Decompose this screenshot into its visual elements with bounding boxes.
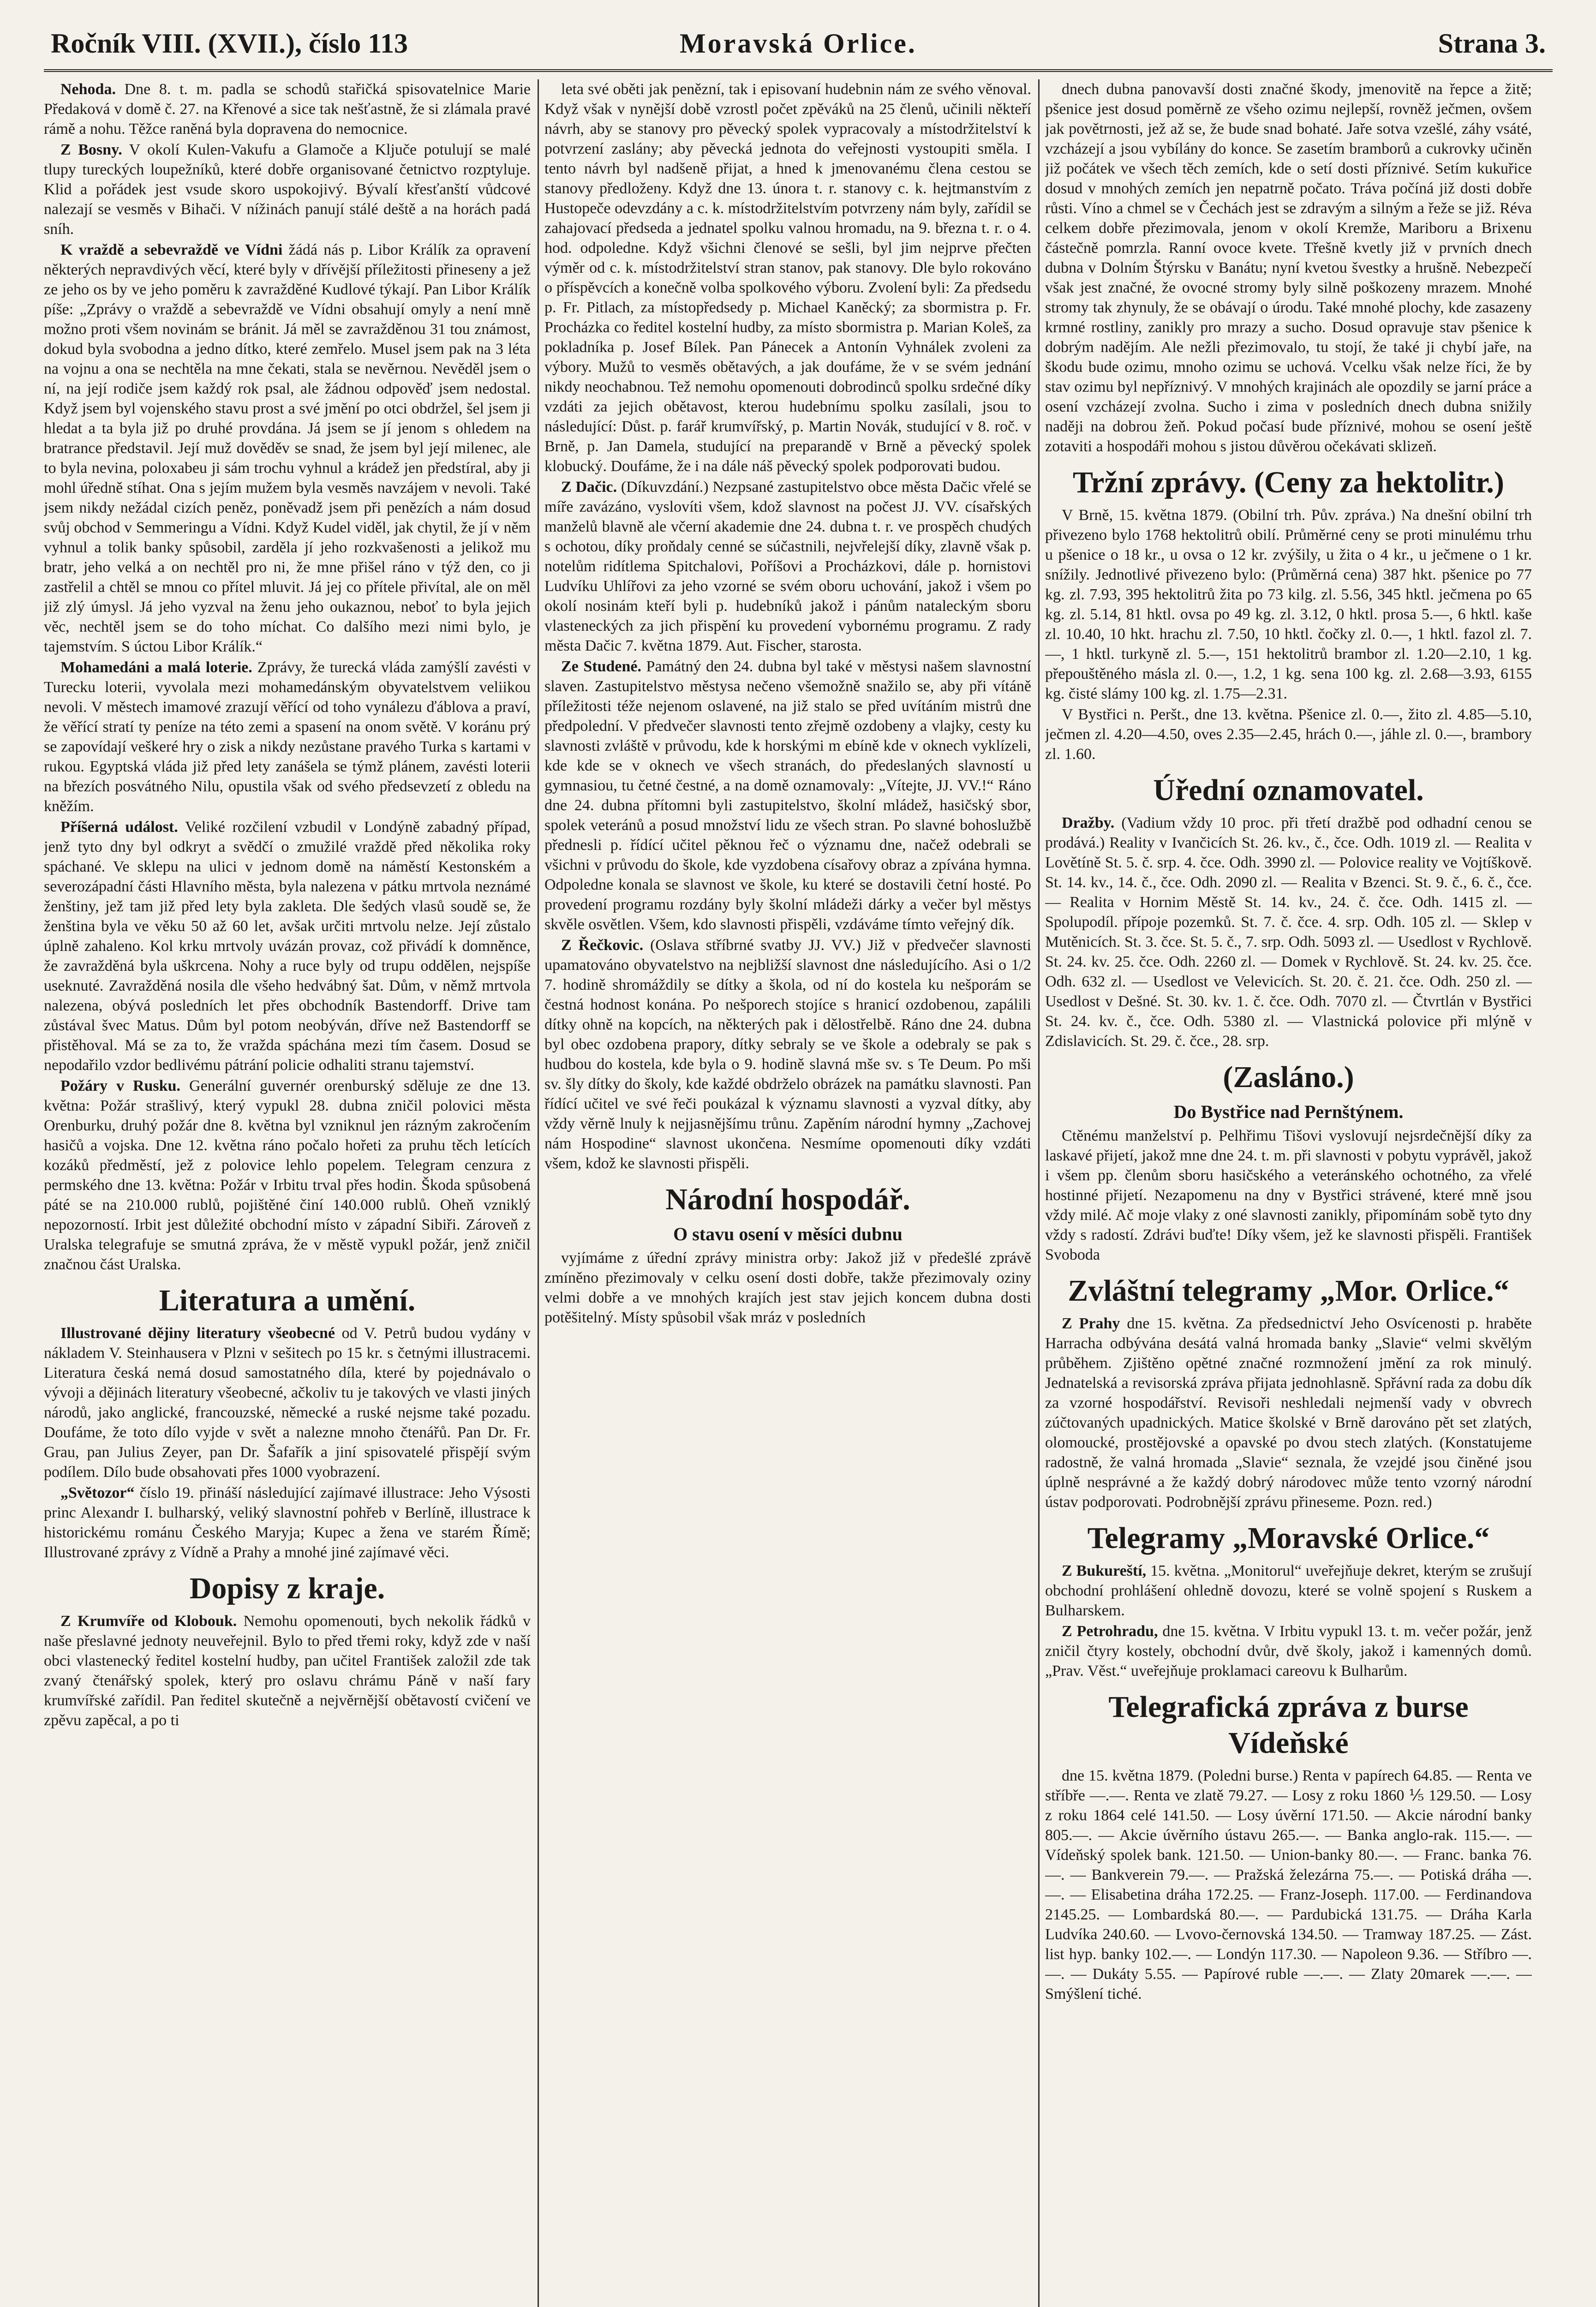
article-text: Veliké rozčilení vzbudil v Londýně zabadný případ, jenž tyto dny byl odkryt a svědčí o zmužilé vraždě před několika roky spáchané. Ve sklepu na ulici v jednom domě na náměstí Kestonském a severozápadní části Hlavního města, byla nalezena v pátku mrtvola neznámé ženštiny, jež tam již před lety byla zakleta. Dle šedých vlasů soudě se, že ženština byla ve věku 50 až 60 let, avšak určiti mrtvolu nelze. Její zůstalo úplně zahaleno. Kol krku mrtvoly uvázán provaz, což přivádí k domněnce, že zavražděná byla uškrcena. Nohy a ruce byly od trupu oddělen, nejspíše useknuté. Zavražděná nosila dle všeho hedvábný šat. Dům, v němž mrtvola nalezena, obývá posledních let přes obchodník Bastendorff. Drive tam zůstával švec Matus. Dům byl potom neobýván, dříve než Bastendorff se přistěhoval. Má se za to, že vražda spáchána mezi tím časem. Dosud se nepodařilo vzdor bedlivému pátrání policie odhaliti stranu tajemství. xyxy=(44,819,531,1074)
article-lead: Nehoda. xyxy=(60,81,116,98)
article-paragraph xyxy=(1045,1314,1532,1512)
article-paragraph xyxy=(544,935,1031,1173)
article-lead: Dražby. xyxy=(1062,814,1115,831)
article-lead: Mohamedáni a malá loterie. xyxy=(60,659,252,676)
article-text: V okolí Kulen-Vakufu a Glamoče a Ključe potulují se malé tlupy tureckých loupežníků, které dobře organisované četnictvo rozptyluje. Klid a pořádek jest vsude skoro uspokojivý. Bývalí křesťanští vůdcové nalezají se vesměs v Bihači. V nížinách panují stálé deště a na horách padá sníh. xyxy=(44,141,531,238)
article-lead: Z Bosny. xyxy=(60,141,122,158)
page-number: Strana 3. xyxy=(1438,28,1546,59)
article-paragraph xyxy=(544,79,1031,476)
article-paragraph xyxy=(544,1248,1031,1327)
article-text: dne 15. května 1879. (Poledni burse.) Renta v papírech 64.85. — Renta ve stříbře —.—. Renta ve zlatě 79.27. — Losy z roku 1860 ⅕ 129.50. — Losy z roku 1864 celé 141.50. — Losy úvěrní 171.50. — Akcie národní banky 805.—. — Akcie úvěrního ústavu 265.—. — Banka anglo-rak. 115.—. — Vídeňský spolek bank. 121.50. — Union-banky 80.—. — Franc. banka 76.—. — Bankverein 79.—. — Pražská železárna 75.—. — Potiská dráha —.—. — Elisabetina dráha 172.25. — Franz-Joseph. 117.00. — Ferdinandova 2145.25. — Lombardská 80.—. — Pardubická 131.75. — Dráha Karla Ludvíka 240.60. — Lvovo-černovská 134.50. — Tramway 187.25. — Zást. list hyp. banky 102.—. — Londýn 117.30. — Napoleon 9.36. — Stříbro —.—. — Dukáty 5.55. — Papírové ruble —.—. — Zlaty 20marek —.—. — Smýšlení tiché. xyxy=(1045,1767,1532,2002)
article-lead: Z Dačic. xyxy=(561,478,617,496)
article-paragraph xyxy=(1045,705,1532,764)
article-paragraph xyxy=(44,1611,531,1730)
column-2 xyxy=(544,79,1031,2307)
article-lead: Ze Studené. xyxy=(561,658,641,675)
section-heading: Úřední oznamovatel. xyxy=(1153,773,1424,807)
article-paragraph xyxy=(44,79,531,139)
article-lead: Požáry v Rusku. xyxy=(60,1077,180,1094)
article-paragraph xyxy=(1045,1126,1532,1265)
section-heading: Tržní zprávy. (Ceny za hektolitr.) xyxy=(1073,466,1504,499)
article-paragraph xyxy=(44,817,531,1075)
article-paragraph xyxy=(544,657,1031,934)
article-text: leta své oběti jak penězní, tak i episovaní hudebnin nám ze svého věnoval. Když však v nynější době vzrostl počet zpěváků na 25 členů, učinili někteří návrh, aby se stanovy pro pěvecký spolek vypracovaly a místodržitelství k potvrzení zaslány; aby pěvecká jednota do veřejnosti vystoupiti směla. I tento návrh byl nadšeně přijat, a hned k jmenovanému člena cestou se stanovy předloženy. Když dne 13. února t. r. stanovy c. k. hejtmanstvím z Hustopeče odevzdány a c. k. místodržitelstvím potvrzeny nám byly, zařídil se zahajovací předseda a jednatel spolku valnou hromadu, na 9. března t. r. o 4. hod. odpoledne. Když všichni členové se sešli, byl jim nejprve přečten výměr od c. k. místodržitelství stran stanov, pak stanovy. Dle bylo rokováno o příspěvcích a konečně volba spolkového výboru. Zvolení byli: Za předsedu p. Fr. Pitlach, za místopředsedy p. Michael Kaněcký; za sbormistra p. Fr. Procházka co ředitel kostelní hudby, za místo sbormistra p. Marian Koleš, za pokladníka p. Josef Bílek. Pan Pánecek a Antonín Vyhnálek zvoleni za výbory. Mužů to vesměs obětavých, a jak doufáme, že v se svém jednání nikdy neochabnou. Tež nemohu opomenouti dobrodinců spolku srdečné díky vzdáti za jejich obětavost, kterou hudebnímu spolku zasílali, jsou to následující: Důst. p. farář krumvířský, p. Martin Novák, studující v 8. roč. v Brně, p. Jan Damela, studující na preparandě v Brně a pěvecký spolek klobucký. Doufáme, že i na dále náš pěvecký spolek podporovati budou. xyxy=(544,81,1031,475)
article-text: číslo 19. přináší následující zajímavé illustrace: Jeho Výsosti princ Alexandr I. bulharský, veliký slavnostní pohřeb v Berlíně, illustrace k historickému románu Českého Maryja; Kupec a žena ve starém Římě; Illustrované zprávy z Vídně a Prahy a mnohé jiné zajímavé věci. xyxy=(44,1484,531,1561)
section-heading: Telegrafická zpráva z burse Vídeňské xyxy=(1108,1690,1469,1760)
article-subheading: O stavu osení v měsíci dubnu xyxy=(673,1224,903,1244)
article-text: Památný den 24. dubna byl také v městysi našem slavnostní slaven. Zastupitelstvo městysa nečeno všemožně snažilo se, aby při vítáně příležitosti téže nejenom oslavené, na již stalo se před uvítáním mistrů dne předpolední. V předvečer slavnosti tento zřejmě ozdobeny a vlajky, cesty ku slavnosti zvláště v průvodu, kde k horskými m ebíně kde v oknech vyklízeli, kde kde se v oknech ve všech stranách, do předeslaných slavností u gymnasiou, tu četné čestné, a na domě oznamovaly: „Vítejte, JJ. VV.!“ Ráno dne 24. dubna přítomni byli zastupitelstvo, školní mládež, hasičský sbor, spolek veteránů a posud množství lidu ze všech stran. Po slavné bohoslužbě přednesli p. řídící učitel pěknou řeč o významu dne, načež odebrali se všichni v průvodu do škole, kde vyzdobena císařovy obraz a zpívána hymna. Odpoledne konala se slavnost ve škole, ku které se dostavili četní hosté. Po provedení programu rozdány byly školní mládeži dárky a večer byl městys skvěle osvětlen. Všem, kdo slavnosti přispěli, vzdáváme tímto veřejný dík. xyxy=(544,658,1031,933)
section-heading: Literatura a umění. xyxy=(159,1284,416,1317)
article-paragraph xyxy=(1045,79,1532,456)
article-text: Nemohu opomenouti, bych nekolik řádků v naše přeslavné jednoty neuveřejnil. Bylo to před třemi roky, když zde v naší obci vlastenecký ředitel kostelní hudby, pan učitel František založil zde tak zvaný čtenářský spolek, který pro oslavu chrámu Páně v naší fary krumvířské zařídil. Pan ředitel skutečně a nejvěrnější obětavostí cvičení ve zpěvu zapěcal, a po ti xyxy=(44,1613,531,1729)
article-paragraph xyxy=(44,657,531,816)
article-text: dne 15. května. V Irbitu vypukl 13. t. m. večer požár, jenž zničil čtyry kostely, obchodní dvůr, dvě školy, jakož i kamenných domů. „Prav. Věst.“ uveřejňuje proklamaci careovu k Bulharům. xyxy=(1045,1623,1532,1679)
section-heading: Telegramy „Moravské Orlice.“ xyxy=(1087,1521,1490,1555)
article-paragraph xyxy=(1045,1561,1532,1620)
article-text: V Brně, 15. května 1879. (Obilní trh. Pův. zpráva.) Na dnešní obilní trh přivezeno bylo 1768 hektolitrů obilí. Průměrné ceny se proti minulému trhu u pšenice o 18 kr., u ovsa o 12 kr. zvýšily, u žita o 4 kr., u ječmene o 1 kr. snížily. Jednotlivé přivezeno bylo: (Průměrná cena) 387 hkt. pšenice po 77 kg. zl. 7.93, 395 hektolitrů žita po 73 kilg. zl. 5.56, 345 hktl. ječmena po 65 kg. zl. 5.14, 81 hktl. ovsa po 49 kg. zl. 3.12, 0 hktl. prosa 5.—, 6 hktl. kaše zl. 10.40, 10 hkt. hrachu zl. 7.50, 10 hktl. čočky zl. 0.—, 1 hktl. fazol zl. 7.—, 1 hktl. turkyně zl. 5.—, 151 hektolitrů brambor zl. 1.20—2.10, 1 kg. přepouštěného másla zl. 0.—, 1.2, 1 kg. sena 100 kg. zl. 2.68—3.93, 6155 kg. čisté slámy 100 kg. zl. 1.75—2.31. xyxy=(1045,507,1532,702)
article-paragraph xyxy=(544,477,1031,656)
page-header xyxy=(44,18,1553,72)
article-paragraph xyxy=(44,1323,531,1482)
article-text: žádá nás p. Libor Králík za opravení některých nepravdivých věcí, které byly v dřívější příležitosti přineseny a jež ze jeho os by ve jeho poměru k zavražděné Kudlové týkají. Pan Libor Králík píše: „Zprávy o vraždě a sebevraždě ve Vídni obsahují omyly a není mně možno proti všem novinám se bránit. Já měl se zavražděnou 31 tou známost, dokud byla svobodna a jedno dítko, které zemřelo. Musel jsem pak na 3 léta na vojnu a ona se nechtěla na mne čekati, stala se nevěrnou. Nevěděl jsem o ní, na její rodiče jsem každý rok psal, ale žádnou odpověď jsem nedostal. Když jsem byl vojenského stavu prost a své jmění po otci obdržel, šel jsem ji hledat a ta byla již po druhé provdána. Já jsem se jí jenom s ohledem na bratrance představil. Její muž dověděv se snad, že jsem byl její milenec, ale to byla nevina, poloxabeu ji sám trochu vyhnul a krádež jen předstíral, aby ji mohl úředně stíhat. Ona s jejím mužem byla vesměs navzájem v nevoli. Také jsem nikdy nežádal cizích peněz, poněvadž jsem při penězích a nám dosud svůj obchod v Semmeringu a Vídni. Když Kudel viděl, jak chytil, že jí v něm vyhnul a tolik banky spůsobil, zarděla jí jeho rozkvašenosti a jelikož mu bratr, jeho velká a on nechtěl pro ni, že mne přišel ráno v týž den, co ji zastřelil a chtěl se mnou co přítel mluvit. Já jej co přítele přivítal, ale on měl již zlý úmysl. Já jeho vyzval na ženu jeho oukaznou, neboť to byla jejich věc, nechtěl jsem se do toho míchat. Co dalšího mezi nimi bylo, je tajemstvím. S úctou Libor Králík.“ xyxy=(44,241,531,655)
article-paragraph xyxy=(44,140,531,239)
article-paragraph xyxy=(1045,505,1532,704)
article-paragraph xyxy=(1045,813,1532,1051)
section-heading: (Zasláno.) xyxy=(1223,1060,1354,1094)
article-paragraph xyxy=(44,240,531,657)
article-text: dne 15. května. Za předsednictví Jeho Osvícenosti p. hraběte Harracha odbývána desátá valná hromada banky „Slavie“ velmi skvělým průběhem. Zjištěno opětné značné rozmnožení jmění za rok minulý. Jednatelská a revisorská zpráva přijata jednohlasně. Spřávní rada za dobu dík za vzorné hospodářství. Revisoři neshledali nejmenší vady v obvrech zúčtovaných upadnických. Matice školské v Brně darováno pět set zlatých, olomoucké, prostějovské a opavské po dvou stech zlatých. (Konstatujeme radostně, že valná hromada „Slavie“ seznala, že vzejdé jsou činěné jsou úplně nesprávné a že každý dobrý národovec může tento vzorný národní ústav podporovati. Podrobnější zprávu přineseme. Pozn. red.) xyxy=(1045,1315,1532,1511)
article-paragraph xyxy=(44,1076,531,1274)
article-lead: Illustrované dějiny literatury všeobecné xyxy=(60,1325,335,1342)
article-text: (Vadium vždy 10 proc. při třetí dražbě pod odhadní cenou se prodává.) Reality v Ivančicích St. 26. kv., č., čce. Odh. 1019 zl. — Realita v Lovětíně St. 5. č. srp. 4. čce. Odh. 3990 zl. — Polovice reality ve Vojtíškově. St. 14. kv., 14. č., čce. Odh. 2090 zl. — Realita v Bzenci. St. 9. č., 6. č., čce. — Realita v Hornim Městě St. 14. kv., 24. č. čce. Odh. 1415 zl. — Spolupodíl. přípoje pozemků. St. 7. č. čce. 4. srp. Odh. 105 zl. — Sklep v Mutěnicích. St. 3. čce. St. 5. č., 7. srp. Odh. 5093 zl. — Usedlost v Rychlově. St. 24. kv. 25. čce. Odh. 2260 zl. — Domek v Rychlově. St. 24. kv. 25. čce. Odh. 632 zl. — Usedlost ve Velevicích. St. 20. č. 21. čce. Odh. 250 zl. — Usedlost v Dešné. St. 30. kv. 1. č. čce. Odh. 7070 zl. — Čtvrtlán v Bystřici St. 24. kv. č., čce. Odh. 5380 zl. — Vlastnická polovice při mlýně v Zdislavicích. St. 29. č. čce., 28. srp. xyxy=(1045,814,1532,1050)
article-subheading: Do Bystřice nad Pernštýnem. xyxy=(1173,1101,1404,1122)
column-rule xyxy=(538,79,539,2307)
article-paragraph xyxy=(1045,1621,1532,1681)
article-lead: Příšerná událost. xyxy=(60,819,178,836)
section-heading: Národní hospodář. xyxy=(665,1183,910,1216)
article-text: (Díkuvzdání.) Nezpsané zastupitelstvo obce města Dačic vřelé se míře zavázáno, vyslovíti všem, kdož slavnost na počest JJ. VV. císařských manželů blavně ale včerní akademie dne 24. dubna t. r. ve prospěch chudých s ochotou, díky proňdaly cenné se súčastnili, nejvřelejší díky, zlavně však p. notelům ridítlema Spitchalovi, Poříšovi a Procházkovi, dále p. hornistovi Ludvíku Uhlířovi za jeho vzorné se svém oboru uchování, jakož i všem po okolí nosinám kteří byli p. hudebníků jakož i pánům nataleckým sboru vlasteneckých za jich přispění ku provedení vybornému programu. Z rady města Dačic 7. května 1879. Aut. Fischer, starosta. xyxy=(544,478,1031,654)
article-text: vyjímáme z úřední zprávy ministra orby: Jakož již v předešlé zprávě zmíněno přezimovaly v celku osení dosti dobře, takže přezimovaly oziny velmi dobře a ve mnohých krajích jest stav jejich koncem dubna dosti potěšitelný. Místy spůsobil však mráz v posledních xyxy=(544,1249,1031,1326)
article-text: Ctěnému manželství p. Pelhřimu Tišovi vyslovují nejsrdečnější díky za laskavé přijetí, jakož mne dne 24. t. m. při slavnosti v pobytu vyprávěl, jakož i všem pp. členům sboru hasičského a veteránského ochotného, za vřelé hostinné přijetí. Nezapomenu na dny v Bystřici strávené, které mně jsou vždy milé. Ač moje vlaky z oné slavnosti zanikly, připomínám sobě tyto dny vždy s radostí. Zdrávi buďte! Díky všem, jež ke slavnosti přispěli. František Svoboda xyxy=(1045,1127,1532,1263)
article-text: (Oslava stříbrné svatby JJ. VV.) Již v předvečer slavnosti upamatováno obyvatelstvo na nejbližší slavnost dne následujícího. Asi o 1/2 7. hodině shromáždily se dítky a škola, od ní do kostela ku nešporám se čestná hodnost konána. Po nešporech stojíce s hranicí ozdobenou, zapálili dítky ohně na kopcích, na některých pak i dělostřelbě. Ráno dne 24. dubna byl obec ozdobena prapory, dítky sebraly se ve škole a odebraly se pak s hudbou do kostela, kde byla o 9. hodině slavná mše sv. s Te Deum. Po mši sv. šly dítky do školy, kde každé obdrželo obrázek na památku slavnosti. Pan řídící učitel ve své řeči poukázal k významu slavnosti a vyzval dítky, aby vždy věrně lnuly k nejjasnějšímu trůnu. Zapěním národní hymny „Zachovej nám Hospodine“ slavnost ukončena. Nesmíme opomenouti díky vzdáti všem, kdož ke slavnosti přispěli. xyxy=(544,937,1031,1172)
section-heading: Dopisy z kraje. xyxy=(189,1572,385,1605)
article-paragraph xyxy=(44,1483,531,1562)
article-text: Generální guvernér orenburský sděluje ze dne 13. května: Požár strašlivý, který vypukl 28. dubna zničil polovici města Orenburku, druhý požár dne 8. května byl vzniknul jen rázným zakročením hasičů a vojska. Dne 12. května ráno počalo hořeti za pruhu těch letících kozáků předměstí, jež z polovice lehlo popelem. Telegram cenzura z permského dne 13. května: Požár v Irbitu trval přes hodin. Škoda spůsobená páté se na 210.000 rublů, pojištěné činí 140.000 rublů. Oheň vzniklý nepozorností. Irbit jest důležité obchodní místo v západní Sibiři. Zároveň z Uralska telegrafuje se smutná zpráva, že v městě vypukl požár, jenž zničil značnou část Uralska. xyxy=(44,1077,531,1273)
article-lead: Z Prahy xyxy=(1062,1315,1120,1332)
article-lead: Z Bukureští, xyxy=(1062,1562,1147,1579)
article-text: V Bystřici n. Peršt., dne 13. května. Pšenice zl. 0.—, žito zl. 4.85—5.10, ječmen zl. 4.20—4.50, oves 2.35—2.45, hrách 0.—, jáhle zl. 0.—, brambory zl. 1.60. xyxy=(1045,706,1532,763)
article-text: Zprávy, že turecká vláda zamýšlí zavésti v Turecku loterii, vyvolala mezi mohamedánským obyvatelstvem veliikou nevoli. V městech imamové zrazují věřící od toho vynálezu ďáblova a praví, že věřící stratí ty peníze na této zemi a spasení na onom světě. V koránu prý se zapovídají veškeré hry o zisk a nikdy nezůstane pravého Turka s kartami v rukou. Egyptská vláda již před lety zanášela se týmž plánem, zavésti loterii na březích posvátného Nilu, opustila však od svého předsevzetí z obledu na kněžím. xyxy=(44,659,531,815)
article-lead: Z Řečkovic. xyxy=(561,937,644,954)
article-text: 15. května. „Monitorul“ uveřejňuje dekret, kterým se zrušují obchodní prohlášení ohledně dovozu, které se volně spojení s Ruskem a Bulharskem. xyxy=(1045,1562,1532,1619)
article-lead: Z Krumvíře od Klobouk. xyxy=(60,1613,237,1630)
article-paragraph xyxy=(1045,1766,1532,2004)
section-heading: Zvláštní telegramy „Mor. Orlice.“ xyxy=(1068,1274,1509,1308)
issue-info: Ročník VIII. (XVII.), číslo 113 xyxy=(51,28,408,59)
article-text: Dne 8. t. m. padla se schodů stařičká spisovatelnice Marie Předaková v domě č. 27. na Křenové a sice tak nešťastně, že si zlámala pravé rámě a nohu. Těžce raněná byla dopravena do nemocnice. xyxy=(44,81,531,137)
article-lead: K vraždě a sebevraždě ve Vídni xyxy=(60,241,283,258)
column-rule xyxy=(1038,79,1040,2307)
article-lead: Z Petrohradu, xyxy=(1062,1623,1158,1640)
article-text: dnech dubna panovavší dosti značné škody, jmenovitě na řepce a žitě; pšenice jest dosud poměrně ze všeho ozimu nejlepší, rovněž ječmen, ovšem jak povětrnosti, jež až se, že bude snad bohaté. Jaře sotva vzešlé, záhy vsáté, vzcházejí a jsou vybílány do konce. Se zasetím bramborů a cukrovky učiněn již počátek ve všech těch zemích, kde o setí dosti příznivé. Setím kukuřice dosud v mnohých zemích jen nepatrně počato. Tráva počíná již dosti dobře růsti. Víno a chmel se v Čechách jest se zdravým a silným a řeže se již. Réva celkem dobře přezimovala, jenom v okolí Kremže, Mariboru a Brixenu částečně pomrzla. Ranní ovoce kvete. Třešně kvetly již v prvních dnech dubna v Dolním Štýrsku v Banátu; nyní kvetou švestky a hrušně. Nebezpečí však jest značné, že ovocné stromy byly silně poškozeny mrazem. Mnohé stromy tak zhynuly, že se obávají o úrodu. Také mnohé plochy, kde zasazeny krmné rostliny, zanikly pro mrazy a sucho. Dosud opravuje stav pšenice k dobrým nadějím. Ale nežli přezimovalo, tu stojí, že také ji chybí jaře, na škodu bude ozimu, mnoho ozimu se uchová. Vcelku však nelze říci, že by stav ozimu byl nepříznivý. V mnohých krajinách ale opozdily se jarní práce a osení vzcházejí zvolna. Sucho i zima v posledních dnech dubna snižily naději na dobrou žeň. Pokud počasí bude příznivé, mohou se osení ještě zotaviti a hospodáři mohou s jistou důvěrou očekávati sklizeň. xyxy=(1045,81,1532,455)
masthead-title: Moravská Orlice. xyxy=(680,28,917,59)
article-lead: „Světozor“ xyxy=(60,1484,135,1501)
article-text: od V. Petrů budou vydány v nákladem V. Steinhausera v Plzni v sešitech po 15 kr. s četnými illustracemi. Literatura česká nemá dosud samostatného díla, které by pojednávalo o vývoji a dějinách literatury všeobecné, ačkoliv tu je takových ve vlasti jiných národů, jako anglické, francouzské, německé a ruské nejsme také pozadu. Doufáme, že toto dílo vyjde v svět a nalezne mnoho čtenářů. Pan Dr. Fr. Grau, pan Julius Zeyer, pan Dr. Šafařík a jiní spisovatelé přispějí svým podílem. Dílo bude obsahovati přes 1000 vyobrazení. xyxy=(44,1325,531,1481)
column-3 xyxy=(1045,79,1532,2307)
column-1 xyxy=(44,79,531,2307)
